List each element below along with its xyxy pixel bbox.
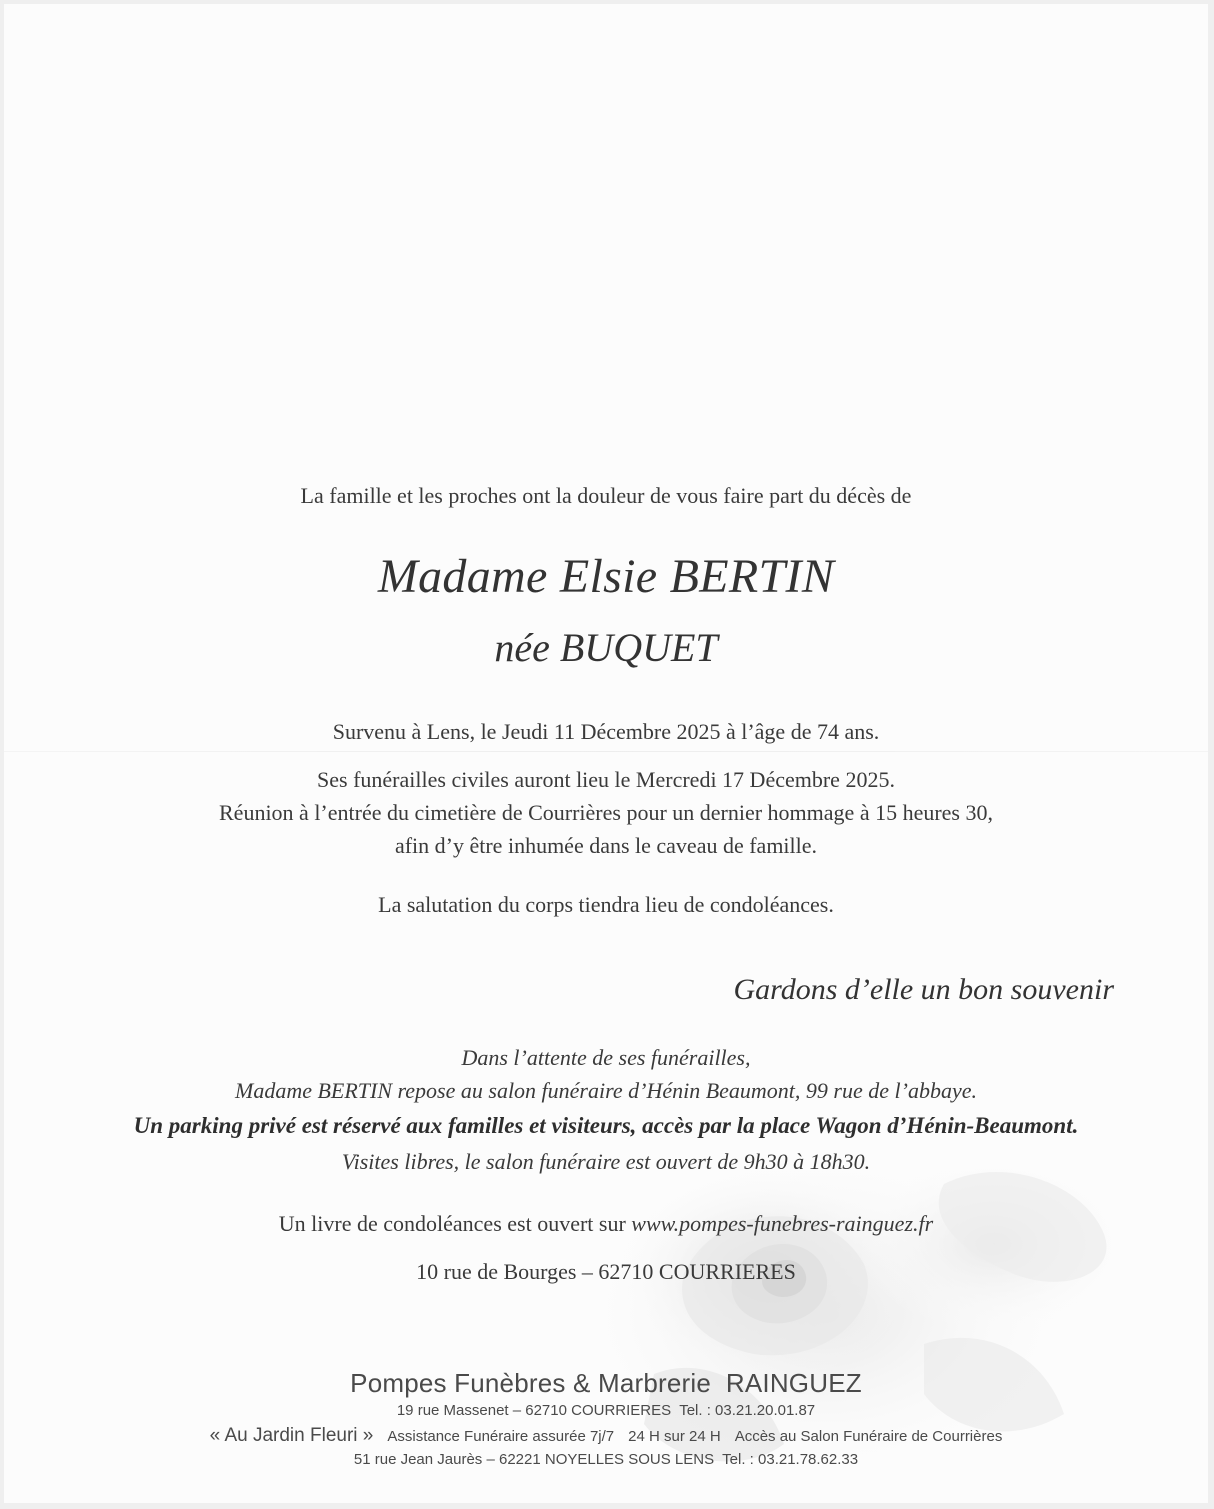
funeral-line: Réunion à l’entrée du cimetière de Courrières pour un dernier hommage à 15 heures 30, [219,800,993,825]
funeral-home-address: 19 rue Massenet – 62710 COURRIERES Tel. : 03.21.20.01.87 [396,1402,816,1419]
wake-line: Dans l’attente de ses funérailles, [461,1045,751,1070]
condolence-book-link[interactable]: www.pompes-funebres-rainguez.fr [631,1211,934,1236]
intro-text: La famille et les proches ont la douleur de vous faire part du décès de [300,483,912,508]
family-address: 10 rue de Bourges – 62710 COURRIERES [416,1259,796,1284]
wake-line: Madame BERTIN repose au salon funéraire d’Hénin Beaumont, 99 rue de l’abbaye. [235,1078,977,1103]
jardin-fleuri-address: 51 rue Jean Jaurès – 62221 NOYELLES SOUS LENS Tel. : 03.21.78.62.33 [353,1451,859,1468]
condolence-book [4,1211,1208,1237]
parking-notice: Un parking privé est réservé aux familles et visiteurs, accès par la place Wagon d’Hénin-Beaumont. [133,1113,1079,1138]
motto-text: Gardons d’elle un bon souvenir [733,973,1114,1006]
death-info: Survenu à Lens, le Jeudi 11 Décembre 2025 à l’âge de 74 ans. [332,719,880,744]
fold-line [4,751,1208,752]
funeral-line: Ses funérailles civiles auront lieu le Mercredi 17 Décembre 2025. [317,767,895,792]
condolence-book-text: Un livre de condoléances est ouvert sur [278,1211,626,1236]
salutation-text: La salutation du corps tiendra lieu de condoléances. [378,892,834,917]
jardin-service: Assistance Funéraire assurée 7j/7 [387,1428,615,1445]
funeral-line: afin d’y être inhumée dans le caveau de famille. [394,833,818,858]
jardin-service: 24 H sur 24 H [628,1428,721,1445]
wake-line: Visites libres, le salon funéraire est ouvert de 9h30 à 18h30. [341,1149,871,1174]
jardin-fleuri-line [4,1425,1208,1447]
obituary-sheet [4,4,1208,1503]
jardin-fleuri-name: « Au Jardin Fleuri » [209,1425,374,1446]
deceased-name: Madame Elsie BERTIN [377,550,835,603]
jardin-service: Accès au Salon Funéraire de Courrières [734,1428,1003,1445]
maiden-name: née BUQUET [494,625,718,670]
funeral-home-title: Pompes Funèbres & Marbrerie RAINGUEZ [350,1368,862,1398]
